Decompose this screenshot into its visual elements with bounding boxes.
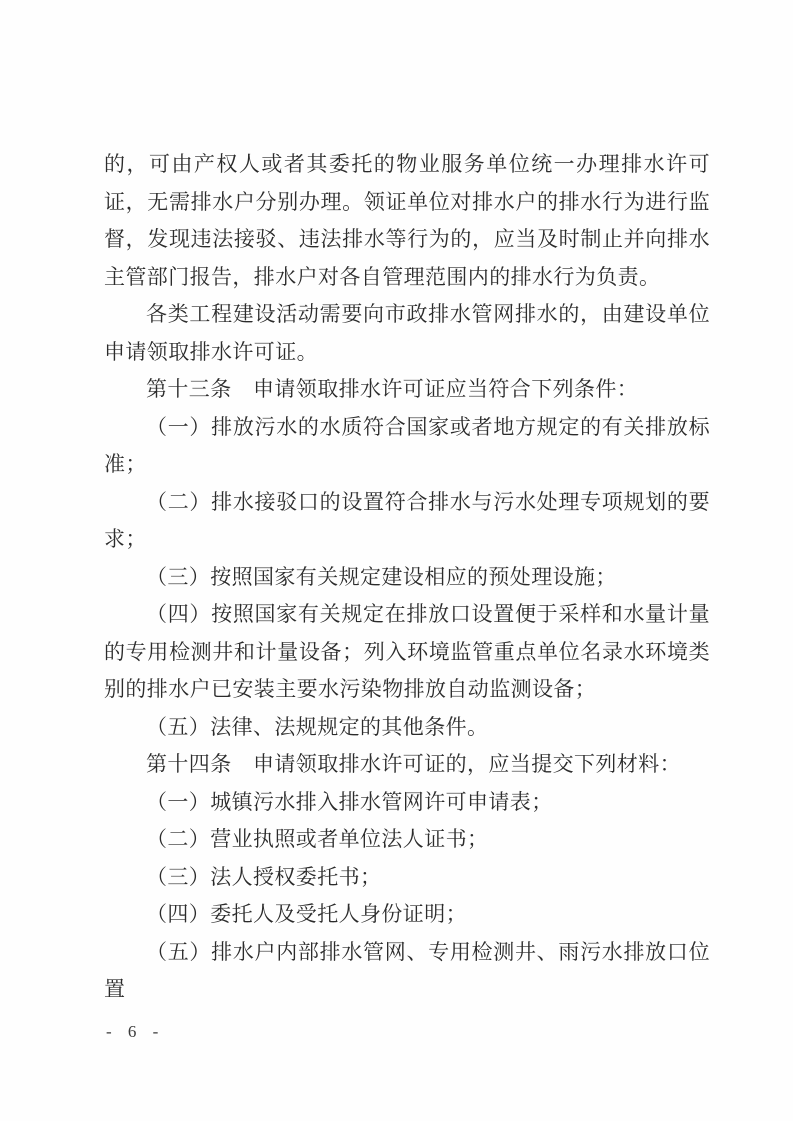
paragraph: （五）法律、法规规定的其他条件。 xyxy=(146,714,489,739)
page-number: - 6 - xyxy=(106,1022,165,1041)
paragraph: （一）排放污水的水质符合国家或者地方规定的有关排放标准； xyxy=(104,414,710,476)
paragraph: （二）排水接驳口的设置符合排水与污水处理专项规划的要求； xyxy=(104,489,710,551)
paragraph: （四）委托人及受托人身份证明； xyxy=(146,902,467,926)
paragraph: 的，可由产权人或者其委托的物业服务单位统一办理排水许可证，无需排水户分别办理。领证单位对排水户的排水行为进行监督，发现违法接驳、违法排水等行为的，应当及时制止并向排水主管部门报告，排水户对各自管理范围内的排水行为负责。 xyxy=(104,152,710,289)
paragraph: （三）法人授权委托书； xyxy=(146,864,382,889)
paragraph: 第十四条 申请领取排水许可证的，应当提交下列材料： xyxy=(146,752,681,776)
paragraph: （三）按照国家有关规定建设相应的预处理设施； xyxy=(146,564,617,589)
paragraph: 第十三条 申请领取排水许可证应当符合下列条件： xyxy=(146,377,639,401)
document-body xyxy=(104,146,710,1009)
paragraph: （四）按照国家有关规定在排放口设置便于采样和水量计量的专用检测井和计量设备；列入环境监管重点单位名录水环境类别的排水户已安装主要水污染物排放自动监测设备； xyxy=(104,602,710,701)
paragraph: （五）排水户内部排水管网、专用检测井、雨污水排放口位置 xyxy=(104,939,710,1001)
paragraph: 各类工程建设活动需要向市政排水管网排水的，由建设单位申请领取排水许可证。 xyxy=(104,302,710,364)
paragraph: （一）城镇污水排入排水管网许可申请表； xyxy=(146,789,553,814)
paragraph: （二）营业执照或者单位法人证书； xyxy=(146,827,489,851)
